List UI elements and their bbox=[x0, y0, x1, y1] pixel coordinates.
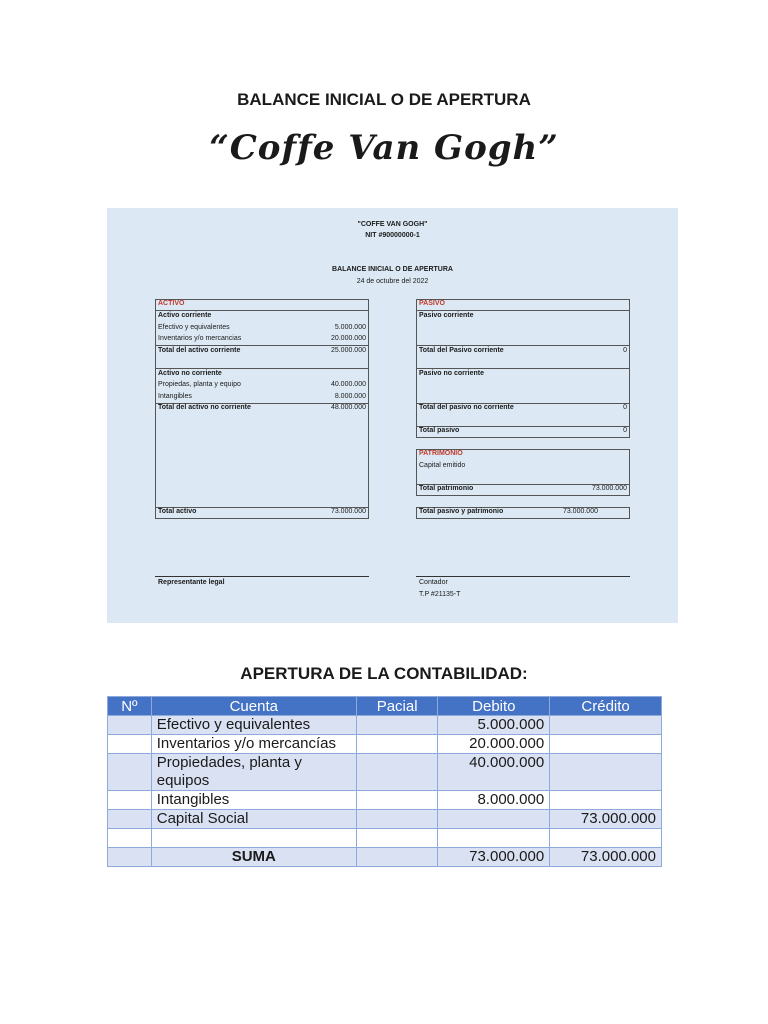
cell-cuenta: Capital Social bbox=[151, 810, 356, 829]
header-parcial: Pacial bbox=[356, 697, 438, 716]
activo-corriente-label: Activo corriente bbox=[158, 312, 212, 319]
table-header-row bbox=[108, 697, 662, 716]
total-activo-corriente-label: Total del activo corriente bbox=[158, 347, 241, 354]
total-pasivo-value: 0 bbox=[623, 427, 627, 434]
activo-item-label: Propiedas, planta y equipo bbox=[158, 381, 241, 388]
table-row bbox=[108, 735, 662, 754]
activo-heading: ACTIVO bbox=[158, 300, 185, 307]
total-activo-label: Total activo bbox=[158, 508, 197, 515]
cell-credito bbox=[550, 716, 662, 735]
page-title: BALANCE INICIAL O DE APERTURA bbox=[237, 90, 531, 109]
signature-line-left bbox=[155, 576, 369, 577]
cell-credito bbox=[550, 754, 662, 791]
total-activo-corriente-value: 25.000.000 bbox=[330, 347, 366, 354]
cell-no bbox=[108, 848, 152, 867]
total-pasivo-no-corriente-label: Total del pasivo no corriente bbox=[419, 404, 514, 411]
activo-item-label: Efectivo y equivalentes bbox=[158, 324, 230, 331]
cell-parcial bbox=[356, 848, 438, 867]
cell-credito bbox=[550, 791, 662, 810]
total-pp-label: Total pasivo y patrimonio bbox=[419, 508, 504, 515]
cell-debito: 8.000.000 bbox=[438, 791, 550, 810]
table-row bbox=[108, 810, 662, 829]
pasivo-corriente-label: Pasivo corriente bbox=[419, 312, 474, 319]
total-pasivo-label: Total pasivo bbox=[419, 427, 460, 434]
total-activo-value: 73.000.000 bbox=[330, 508, 366, 515]
header-credito: Crédito bbox=[550, 697, 662, 716]
brand-title: “Coffe Van Gogh” bbox=[209, 128, 559, 168]
cell-no bbox=[108, 735, 152, 754]
company-nit: NIT #90000000-1 bbox=[365, 232, 420, 239]
balance-date: 24 de octubre del 2022 bbox=[356, 278, 429, 285]
cell-cuenta: Efectivo y equivalentes bbox=[151, 716, 356, 735]
cell-parcial bbox=[356, 754, 438, 791]
activo-item-value: 40.000.000 bbox=[330, 381, 366, 388]
header-debito: Debito bbox=[438, 697, 550, 716]
pasivo-heading: PASIVO bbox=[419, 300, 445, 307]
table-row bbox=[108, 791, 662, 810]
cell-parcial bbox=[356, 735, 438, 754]
cell-cuenta bbox=[151, 829, 356, 848]
signature-right-tp: T.P #21135-T bbox=[419, 591, 461, 598]
activo-item-label: Intangibles bbox=[158, 393, 192, 400]
cell-credito bbox=[550, 735, 662, 754]
total-activo-no-corriente-value: 48.000.000 bbox=[330, 404, 366, 411]
sum-credito: 73.000.000 bbox=[550, 848, 662, 867]
signature-line-right bbox=[416, 576, 630, 577]
total-pasivo-corriente-label: Total del Pasivo corriente bbox=[419, 347, 504, 354]
cell-cuenta: Inventarios y/o mercancías bbox=[151, 735, 356, 754]
pasivo-no-corriente-label: Pasivo no corriente bbox=[419, 370, 484, 377]
cell-parcial bbox=[356, 829, 438, 848]
total-pasivo-no-corriente-value: 0 bbox=[623, 404, 627, 411]
sum-debito: 73.000.000 bbox=[438, 848, 550, 867]
total-pasivo-corriente-value: 0 bbox=[623, 347, 627, 354]
cell-debito bbox=[438, 829, 550, 848]
cell-no bbox=[108, 716, 152, 735]
patrimonio-heading: PATRIMONIO bbox=[419, 450, 463, 457]
activo-item-value: 20.000.000 bbox=[330, 335, 366, 342]
balance-title: BALANCE INICIAL O DE APERTURA bbox=[332, 266, 453, 273]
cell-debito: 5.000.000 bbox=[438, 716, 550, 735]
header-no: Nº bbox=[108, 697, 152, 716]
total-pp-value: 73.000.000 bbox=[562, 508, 598, 515]
activo-no-corriente-label: Activo no corriente bbox=[158, 370, 222, 377]
activo-item-value: 5.000.000 bbox=[334, 324, 366, 331]
activo-item-label: Inventarios y/o mercancias bbox=[158, 335, 242, 342]
cell-parcial bbox=[356, 716, 438, 735]
cell-cuenta: Propiedades, planta y equipos bbox=[151, 754, 356, 791]
signature-right-label: Contador bbox=[419, 579, 448, 586]
company-name: "COFFE VAN GOGH" bbox=[357, 221, 428, 228]
cell-debito bbox=[438, 810, 550, 829]
signature-left-label: Representante legal bbox=[158, 579, 225, 586]
cell-credito: 73.000.000 bbox=[550, 810, 662, 829]
cell-debito: 40.000.000 bbox=[438, 754, 550, 791]
apertura-title: APERTURA DE LA CONTABILIDAD: bbox=[240, 664, 528, 683]
cell-no bbox=[108, 829, 152, 848]
sum-label: SUMA bbox=[151, 848, 356, 867]
cell-no bbox=[108, 791, 152, 810]
table-row bbox=[108, 716, 662, 735]
table-row bbox=[108, 754, 662, 791]
cell-no bbox=[108, 754, 152, 791]
table-row bbox=[108, 829, 662, 848]
cell-parcial bbox=[356, 791, 438, 810]
balance-sheet-image bbox=[107, 208, 678, 623]
cell-credito bbox=[550, 829, 662, 848]
total-patrimonio-value: 73.000.000 bbox=[591, 485, 627, 492]
patrimonio-item: Capital emitido bbox=[419, 462, 466, 469]
table-sum-row bbox=[108, 848, 662, 867]
cell-parcial bbox=[356, 810, 438, 829]
cell-no bbox=[108, 810, 152, 829]
cell-debito: 20.000.000 bbox=[438, 735, 550, 754]
total-activo-no-corriente-label: Total del activo no corriente bbox=[158, 404, 251, 411]
activo-item-value: 8.000.000 bbox=[334, 393, 366, 400]
total-patrimonio-label: Total patrimonio bbox=[419, 485, 474, 492]
header-cuenta: Cuenta bbox=[151, 697, 356, 716]
apertura-table bbox=[107, 696, 662, 867]
cell-cuenta: Intangibles bbox=[151, 791, 356, 810]
